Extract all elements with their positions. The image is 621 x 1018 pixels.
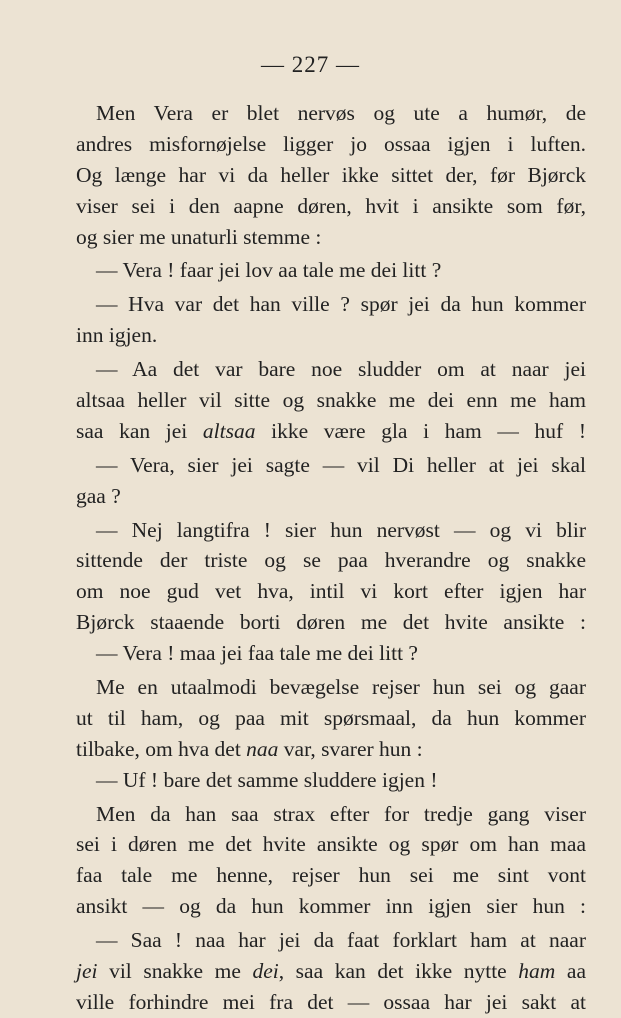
text-line (76, 450, 586, 481)
text-span: gaa ? (76, 483, 121, 508)
text-line (76, 672, 586, 703)
text-line (76, 987, 586, 1018)
text-line (76, 98, 586, 129)
text-line (76, 191, 586, 222)
text-span: inn igjen. (76, 323, 158, 348)
text-span: aa (555, 959, 586, 984)
text-span: — Uf ! bare det samme sluddere igjen ! (96, 767, 438, 792)
text-span: saa kan jei (76, 418, 203, 443)
text-span: — Vera ! faar jei lov aa tale me dei litt ? (96, 258, 442, 283)
text-span: og sier me unaturli stemme : (76, 224, 322, 249)
text-line (76, 416, 586, 447)
page-number: — 227 — (261, 52, 360, 77)
text-span: ikke være gla i ham — huf ! (255, 418, 586, 443)
text-span: viser sei i den aapne døren, hvit i ansikte som før, (76, 193, 586, 218)
text-span: Men Vera er blet nervøs og ute a humør, de (96, 101, 586, 125)
text-span: ville forhindre mei fra det — ossaa har jei sakt at (76, 989, 586, 1014)
text-span: sittende der triste og se paa hverandre og snakke (76, 548, 586, 573)
text-line (76, 925, 586, 956)
text-line (76, 129, 586, 160)
text-line (76, 160, 586, 191)
text-line (76, 607, 586, 638)
italic-word: naa (246, 736, 279, 761)
text-line (76, 829, 586, 860)
text-span: — Vera, sier jei sagte — vil Di heller at jei skal (96, 452, 586, 477)
text-span: om noe gud vet hva, intil vi kort efter igjen har (76, 579, 586, 604)
text-line (76, 289, 586, 320)
text-line (76, 255, 586, 286)
text-line (76, 638, 586, 669)
text-line (76, 891, 586, 922)
text-span: vil snakke me (97, 959, 253, 984)
text-line (76, 956, 586, 987)
text-span: var, svarer hun : (278, 736, 423, 761)
text-line (76, 385, 586, 416)
text-span: — Aa det var bare noe sludder om at naar jei (96, 357, 586, 382)
text-line (76, 320, 586, 351)
text-span: sei i døren me det hvite ansikte og spør om han maa (76, 832, 586, 857)
text-line (76, 860, 586, 891)
text-span: altsaa heller vil sitte og snakke me dei enn me ham (76, 388, 586, 413)
text-span: Men da han saa strax efter for tredje gang viser (96, 801, 586, 826)
text-line (76, 734, 586, 765)
italic-word: jei (76, 959, 98, 984)
text-line (76, 576, 586, 607)
text-span: — Hva var det han ville ? spør jei da hun kommer (96, 292, 586, 317)
text-span: Og længe har vi da heller ikke sittet der, før Bjørck (76, 162, 586, 187)
text-span: andres misfornøjelse ligger jo ossaa igjen i luften. (76, 131, 586, 156)
text-span: Me en utaalmodi bevægelse rejser hun sei og gaar (96, 675, 586, 700)
text-span: Bjørck staaende borti døren me det hvite ansikte : (76, 610, 586, 635)
text-line (76, 481, 586, 512)
text-line (76, 545, 586, 576)
italic-word: dei (252, 959, 279, 984)
text-span: — Nej langtifra ! sier hun nervøst — og vi blir (96, 517, 586, 542)
body-text (76, 98, 586, 1018)
text-span: , saa kan det ikke nytte (278, 959, 519, 984)
text-span: — Vera ! maa jei faa tale me dei litt ? (96, 641, 418, 666)
text-span: tilbake, om hva det (76, 736, 247, 761)
text-line (76, 354, 586, 385)
text-span: ansikt — og da hun kommer inn igjen sier hun : (76, 894, 586, 919)
italic-word: altsaa (202, 418, 256, 443)
text-span: faa tale me henne, rejser hun sei me sint vont (76, 863, 586, 888)
text-line (76, 515, 586, 546)
text-line (76, 222, 586, 253)
text-span: ut til ham, og paa mit spørsmaal, da hun kommer (76, 705, 586, 730)
text-line (76, 703, 586, 734)
text-line (76, 799, 586, 830)
italic-word: ham (518, 959, 556, 984)
text-line (76, 765, 586, 796)
text-span: — Saa ! naa har jei da faat forklart ham at naar (96, 928, 586, 953)
